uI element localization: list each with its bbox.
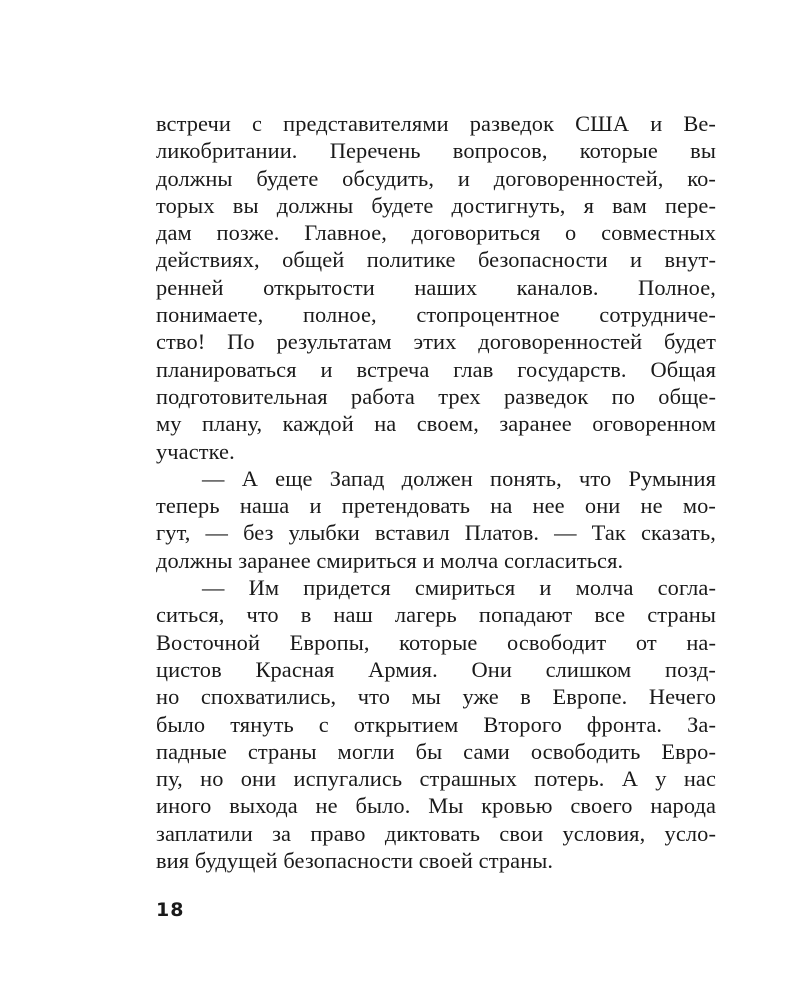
text-line: теперь наша и претендовать на нее они не мо- (156, 493, 716, 519)
text-line: пу, но они испугались страшных потерь. А у нас (156, 766, 716, 792)
text-line: иного выхода не было. Мы кровью своего народа (156, 793, 716, 819)
text-line: ренней открытости наших каналов. Полное, (156, 274, 716, 300)
text-line: Восточной Европы, которые освободит от на- (156, 629, 716, 655)
text-line: встречи с представителями разведок США и Ве- (156, 111, 716, 136)
text-line: ликобритании. Перечень вопросов, которые вы (156, 138, 716, 164)
text-line: гут, — без улыбки вставил Платов. — Так сказать, (156, 520, 716, 546)
paragraph-end-line: участке. (156, 438, 235, 464)
text-line: цистов Красная Армия. Они слишком позд- (156, 656, 716, 682)
text-line: должны будете обсудить, и договоренностей, ко- (156, 165, 716, 191)
dialogue-line: — А еще Запад должен понять, что Румыния (202, 465, 716, 491)
paragraph-end-line: должны заранее смириться и молча согласиться. (156, 547, 624, 573)
text-line: подготовительная работа трех разведок по обще- (156, 383, 716, 409)
text-line: заплатили за право диктовать свои условия, усло- (156, 820, 716, 846)
text-line: ство! По результатам этих договоренностей будет (156, 329, 716, 355)
text-line: ситься, что в наш лагерь попадают все страны (156, 602, 716, 628)
text-line: падные страны могли бы сами освободить Евро- (156, 738, 716, 764)
text-line: было тянуть с открытием Второго фронта. За- (156, 711, 716, 737)
text-line: планироваться и встреча глав государств. Общая (156, 356, 716, 382)
text-line: понимаете, полное, стопроцентное сотрудниче- (156, 302, 716, 328)
page-number: 18 (156, 899, 185, 921)
text-line: дам позже. Главное, договориться о совместных (156, 220, 716, 246)
text-line: но спохватились, что мы уже в Европе. Нечего (156, 684, 716, 710)
paragraph-end-line: вия будущей безопасности своей страны. (156, 848, 554, 874)
text-line: действиях, общей политике безопасности и внут- (156, 247, 716, 273)
text-line: торых вы должны будете достигнуть, я вам пере- (156, 192, 716, 218)
body-text (156, 110, 716, 874)
text-line: му плану, каждой на своем, заранее оговоренном (156, 411, 716, 437)
dialogue-line: — Им придется смириться и молча согла- (202, 575, 716, 601)
